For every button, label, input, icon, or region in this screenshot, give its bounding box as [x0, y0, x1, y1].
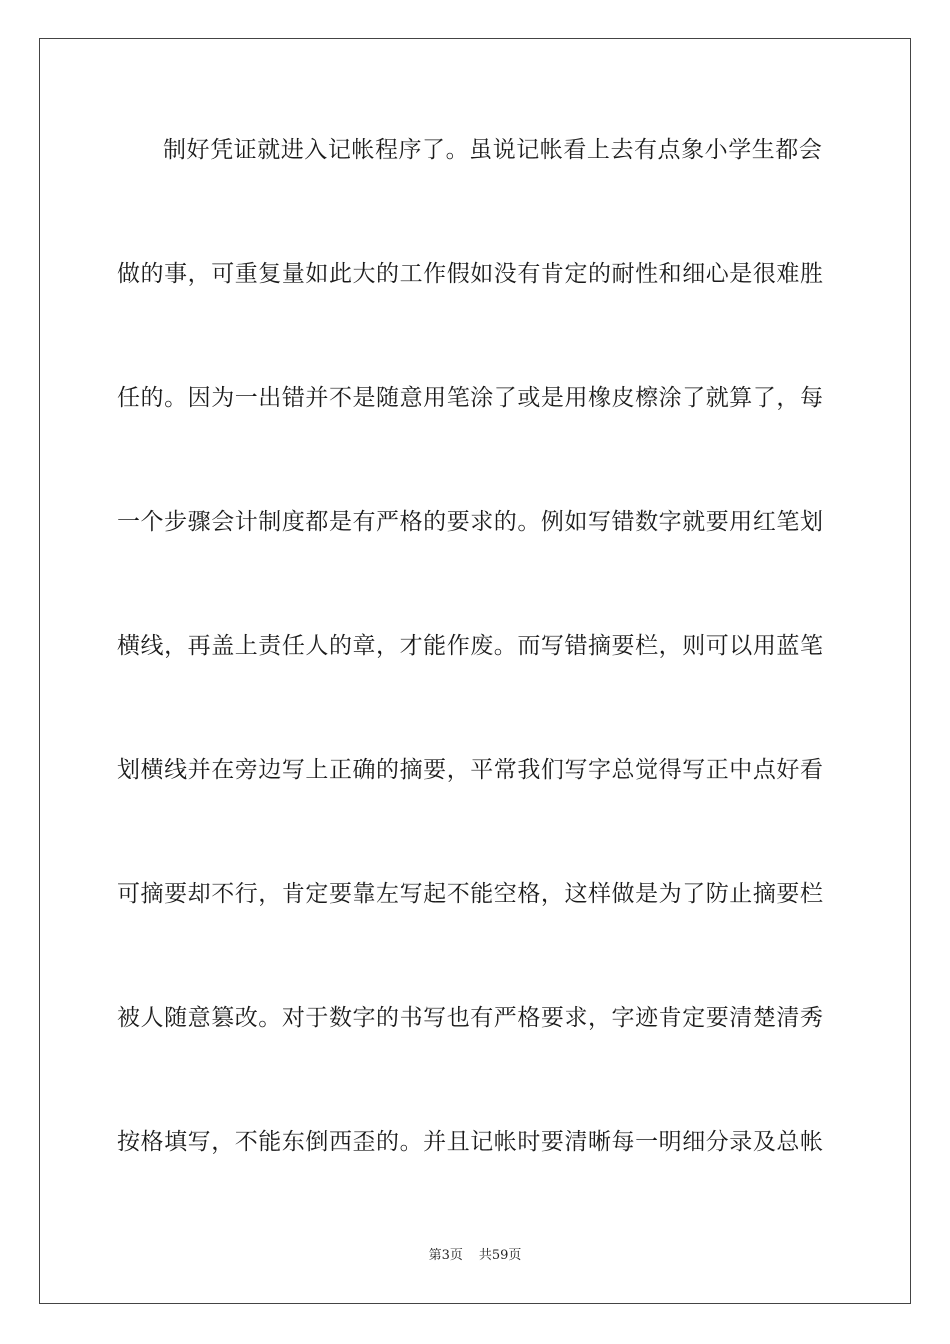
paragraph-line: 划横线并在旁边写上正确的摘要，平常我们写字总觉得写正中点好看	[117, 757, 824, 783]
page-border	[39, 38, 911, 1304]
paragraph-line: 横线，再盖上责任人的章，才能作废。而写错摘要栏，则可以用蓝笔	[117, 633, 824, 659]
paragraph-line: 任的。因为一出错并不是随意用笔涂了或是用橡皮檫涂了就算了，每	[117, 385, 824, 411]
paragraph-line: 一个步骤会计制度都是有严格的要求的。例如写错数字就要用红笔划	[117, 509, 824, 535]
paragraph-line: 按格填写，不能东倒西歪的。并且记帐时要清晰每一明细分录及总帐	[117, 1129, 824, 1155]
total-pages: 共59页	[478, 1248, 522, 1263]
paragraph-line: 制好凭证就进入记帐程序了。虽说记帐看上去有点象小学生都会	[163, 137, 823, 163]
paragraph-line: 做的事，可重复量如此大的工作假如没有肯定的耐性和细心是很难胜	[117, 261, 824, 287]
page-number: 第3页	[428, 1248, 463, 1263]
paragraph-line: 可摘要却不行，肯定要靠左写起不能空格，这样做是为了防止摘要栏	[117, 881, 824, 907]
page-footer	[0, 1247, 950, 1265]
paragraph-line: 被人随意篡改。对于数字的书写也有严格要求，字迹肯定要清楚清秀	[117, 1005, 824, 1031]
